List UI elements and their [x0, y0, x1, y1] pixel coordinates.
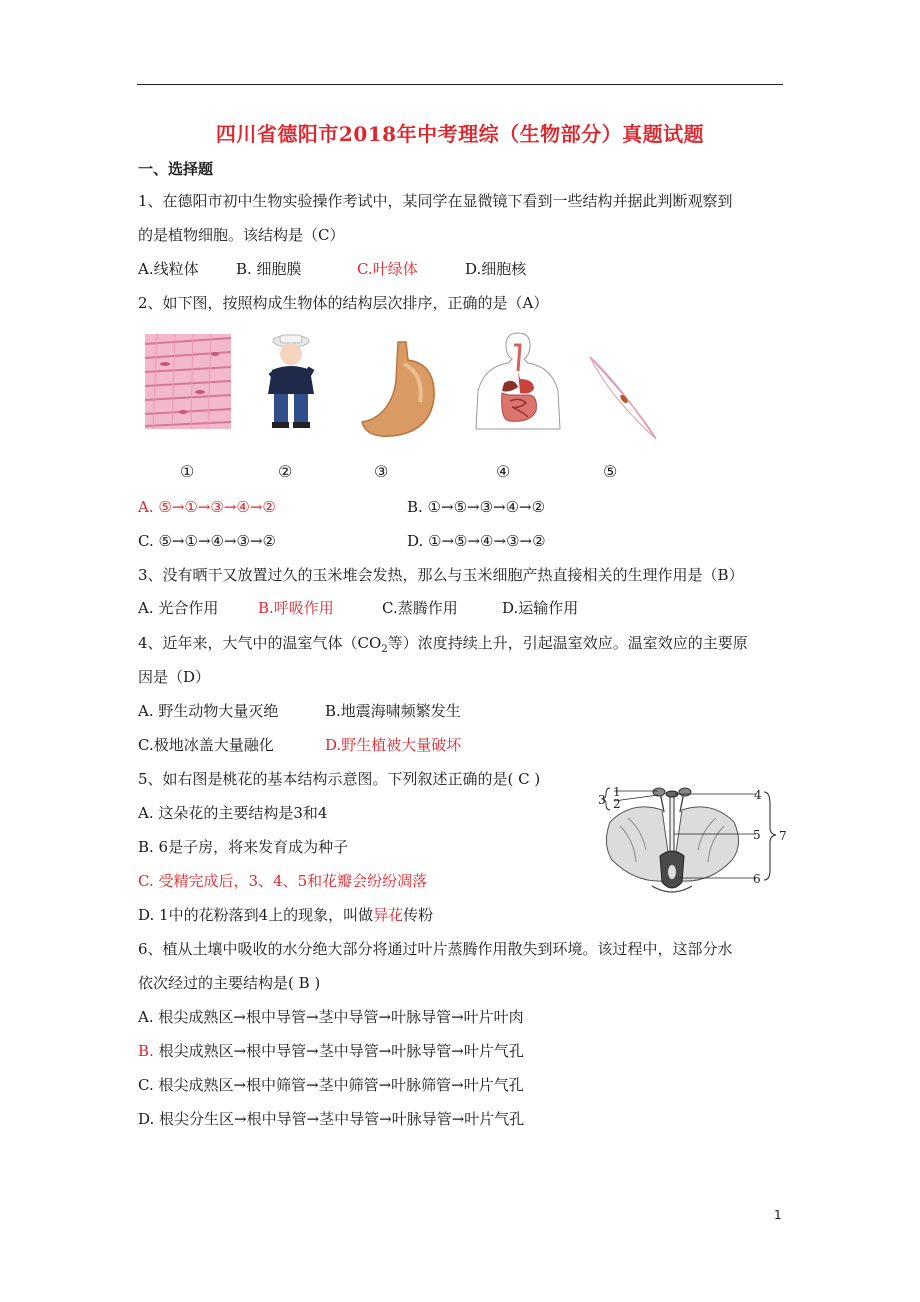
muscle-cell-image [588, 353, 658, 443]
q6-option-d: D. 根尖分生区→根中导管→茎中导管→叶脉导管→叶片气孔 [138, 1110, 525, 1128]
q2-stem: 2、如下图，按照构成生物体的结构层次排序，正确的是（A） [138, 294, 549, 312]
muscle-tissue-image [145, 334, 231, 429]
q6-option-b-letter: B. [138, 1042, 154, 1060]
q6-option-a: A. 根尖成熟区→根中导管→茎中导管→叶脉导管→叶片叶肉 [138, 1008, 524, 1026]
flower-label-5: 5 [753, 828, 761, 842]
q1-stem-line1: 1、在德阳市初中生物实验操作考试中，某同学在显微镜下看到一些结构并据此判断观察到 [138, 192, 733, 210]
flower-label-1: 1 [613, 785, 621, 799]
figure-label-1: ① [180, 462, 195, 481]
q4-option-a: A. 野生动物大量灭绝 [138, 702, 279, 720]
figure-label-2: ② [278, 462, 293, 481]
q3-option-d: D.运输作用 [502, 599, 579, 617]
q5-option-d [138, 904, 433, 926]
q1-option-d: D.细胞核 [465, 260, 527, 278]
header-rule [137, 84, 783, 85]
q1-option-c: C.叶绿体 [357, 260, 418, 278]
q2-option-d: D. ①→⑤→④→③→② [407, 532, 546, 550]
q4-option-b: B.地震海啸频繁发生 [325, 702, 461, 720]
q4-option-d: D.野生植被大量破坏 [325, 736, 462, 754]
q1-option-b: B. 细胞膜 [236, 260, 302, 278]
figure-label-3: ③ [374, 462, 389, 481]
q4-option-c: C.极地冰盖大量融化 [138, 736, 274, 754]
q5-option-a: A. 这朵花的主要结构是3和4 [138, 804, 328, 822]
q4-stem-subscript: 2 [381, 644, 388, 655]
digestive-system-image [470, 331, 566, 431]
q4-stem-part2: 等）浓度持续上升，引起温室效应。温室效应的主要原 [387, 634, 748, 652]
q4-stem-line1 [138, 632, 748, 661]
q2-option-c: C. ⑤→①→④→③→② [138, 532, 276, 550]
q6-option-b [138, 1040, 524, 1062]
flower-label-7: 7 [779, 829, 787, 843]
q3-stem: 3、没有晒干又放置过久的玉米堆会发热，那么与玉米细胞产热直接相关的生理作用是（B） [138, 566, 744, 584]
figure-label-4: ④ [496, 462, 511, 481]
q5-option-d-part2: 传粉 [403, 906, 434, 924]
q3-option-c: C.蒸腾作用 [382, 599, 458, 617]
q4-stem-line2: 因是（D） [138, 668, 211, 686]
q6-stem-line2: 依次经过的主要结构是( B ) [138, 974, 321, 992]
q1-stem-line2: 的是植物细胞。该结构是（C） [138, 226, 345, 244]
q6-option-c: C. 根尖成熟区→根中筛管→茎中筛管→叶脉筛管→叶片气孔 [138, 1076, 524, 1094]
q5-option-c: C. 受精完成后，3、4、5和花瓣会纷纷凋落 [138, 872, 428, 890]
q3-option-a: A. 光合作用 [138, 599, 219, 617]
page-title: 四川省德阳市2018年中考理综（生物部分）真题试题 [215, 122, 705, 146]
q6-option-b-text: 根尖成熟区→根中导管→茎中导管→叶脉导管→叶片气孔 [153, 1042, 524, 1060]
q5-option-d-part1: D. 1中的花粉落到4上的现象，叫做 [138, 906, 374, 924]
q2-option-b: B. ①→⑤→③→④→② [407, 498, 546, 516]
page-number: 1 [774, 1208, 782, 1222]
flower-label-2: 2 [613, 797, 621, 811]
q3-option-b: B.呼吸作用 [258, 599, 334, 617]
q5-option-b: B. 6是子房，将来发育成为种子 [138, 838, 349, 856]
peach-flower-diagram [598, 782, 794, 902]
section-heading: 一、选择题 [138, 160, 214, 178]
flower-label-4: 4 [754, 788, 762, 802]
q6-stem-line1: 6、植从土壤中吸收的水分绝大部分将通过叶片蒸腾作用散失到环境。该过程中，这部分水 [138, 940, 733, 958]
q4-stem-part1: 4、近年来，大气中的温室气体（CO [138, 634, 382, 652]
q5-stem: 5、如右图是桃花的基本结构示意图。下列叙述正确的是( C ) [138, 770, 541, 788]
figure-label-5: ⑤ [603, 462, 618, 481]
q1-option-a: A.线粒体 [138, 260, 199, 278]
stomach-image [358, 340, 442, 440]
q2-option-a: A. ⑤→①→③→④→② [138, 498, 276, 516]
flower-label-3: 3 [598, 793, 606, 807]
baby-image [238, 332, 344, 430]
q5-option-d-highlight: 异花 [373, 906, 404, 924]
flower-label-6: 6 [753, 872, 761, 886]
